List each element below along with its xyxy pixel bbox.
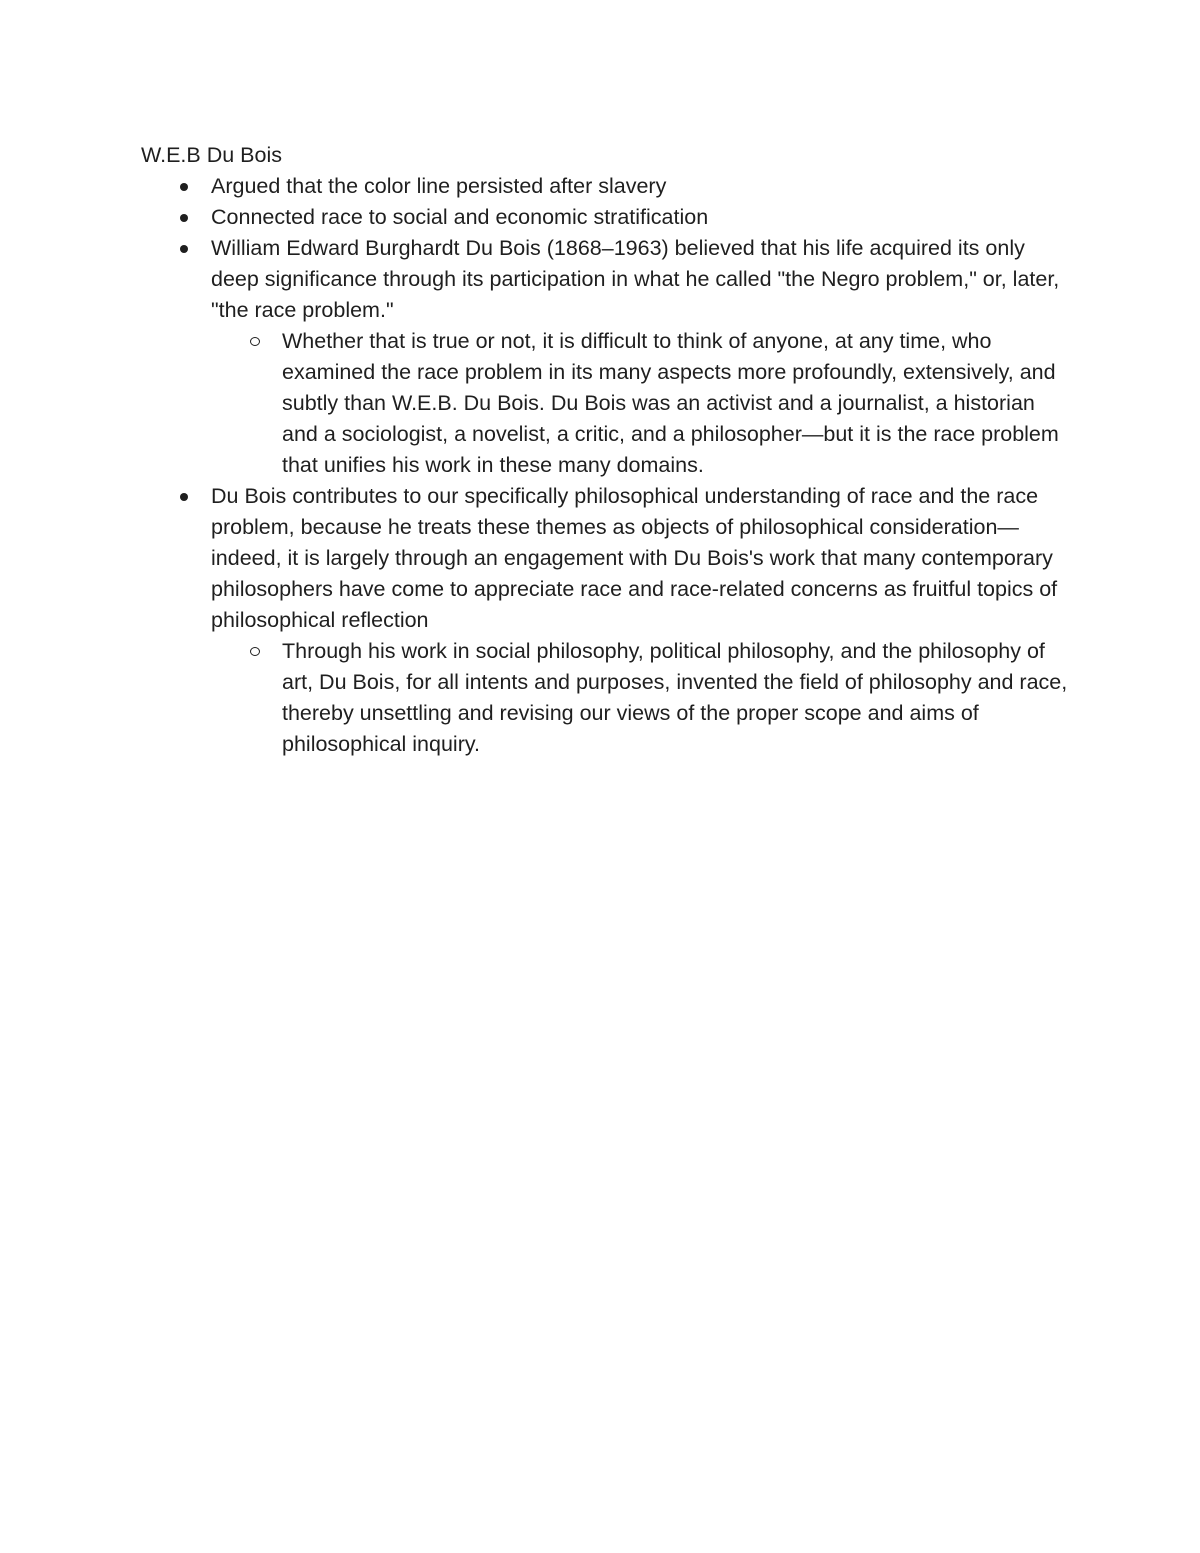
sub-bullet-list — [211, 636, 1071, 760]
sub-list-item-text: Through his work in social philosophy, political philosophy, and the philosophy of art, Du Bois, for all intents and purposes, invented the field of philosophy and race, thereby unsettling and revising our views of the proper scope and aims of philosophical inquiry. — [282, 639, 1068, 756]
bullet-disc-icon — [180, 183, 188, 191]
list-item — [211, 202, 1071, 233]
sub-bullet-list — [211, 326, 1071, 481]
list-item — [211, 481, 1071, 760]
sub-list-item — [282, 326, 1071, 481]
list-item — [211, 171, 1071, 202]
list-item — [211, 233, 1071, 481]
list-item-text: William Edward Burghardt Du Bois (1868–1963) believed that his life acquired its only deep significance through its participation in what he called "the Negro problem," or, later, "the race problem." — [211, 236, 1060, 322]
document-body — [141, 140, 1071, 760]
bullet-circle-icon — [250, 647, 260, 656]
bullet-disc-icon — [180, 493, 188, 501]
document-title: W.E.B Du Bois — [141, 143, 282, 167]
sub-list-item — [282, 636, 1071, 760]
bullet-disc-icon — [180, 214, 188, 222]
list-item-text: Connected race to social and economic stratification — [211, 205, 709, 229]
bullet-circle-icon — [250, 337, 260, 346]
bullet-disc-icon — [180, 245, 188, 253]
list-item-text: Du Bois contributes to our specifically philosophical understanding of race and the race problem, because he treats these themes as objects of philosophical consideration—indeed, it is largely through an engagement with Du Bois's work that many contemporary philosophers have come to appreciate race and race-related concerns as fruitful topics of philosophical reflection — [211, 484, 1058, 632]
list-item-text: Argued that the color line persisted after slavery — [211, 174, 667, 198]
sub-list-item-text: Whether that is true or not, it is difficult to think of anyone, at any time, who examined the race problem in its many aspects more profoundly, extensively, and subtly than W.E.B. Du Bois. Du Bois was an activist and a journalist, a historian and a sociologist, a novelist, a critic, and a philosopher—but it is the race problem that unifies his work in these many domains. — [282, 329, 1059, 477]
bullet-list — [141, 171, 1071, 760]
